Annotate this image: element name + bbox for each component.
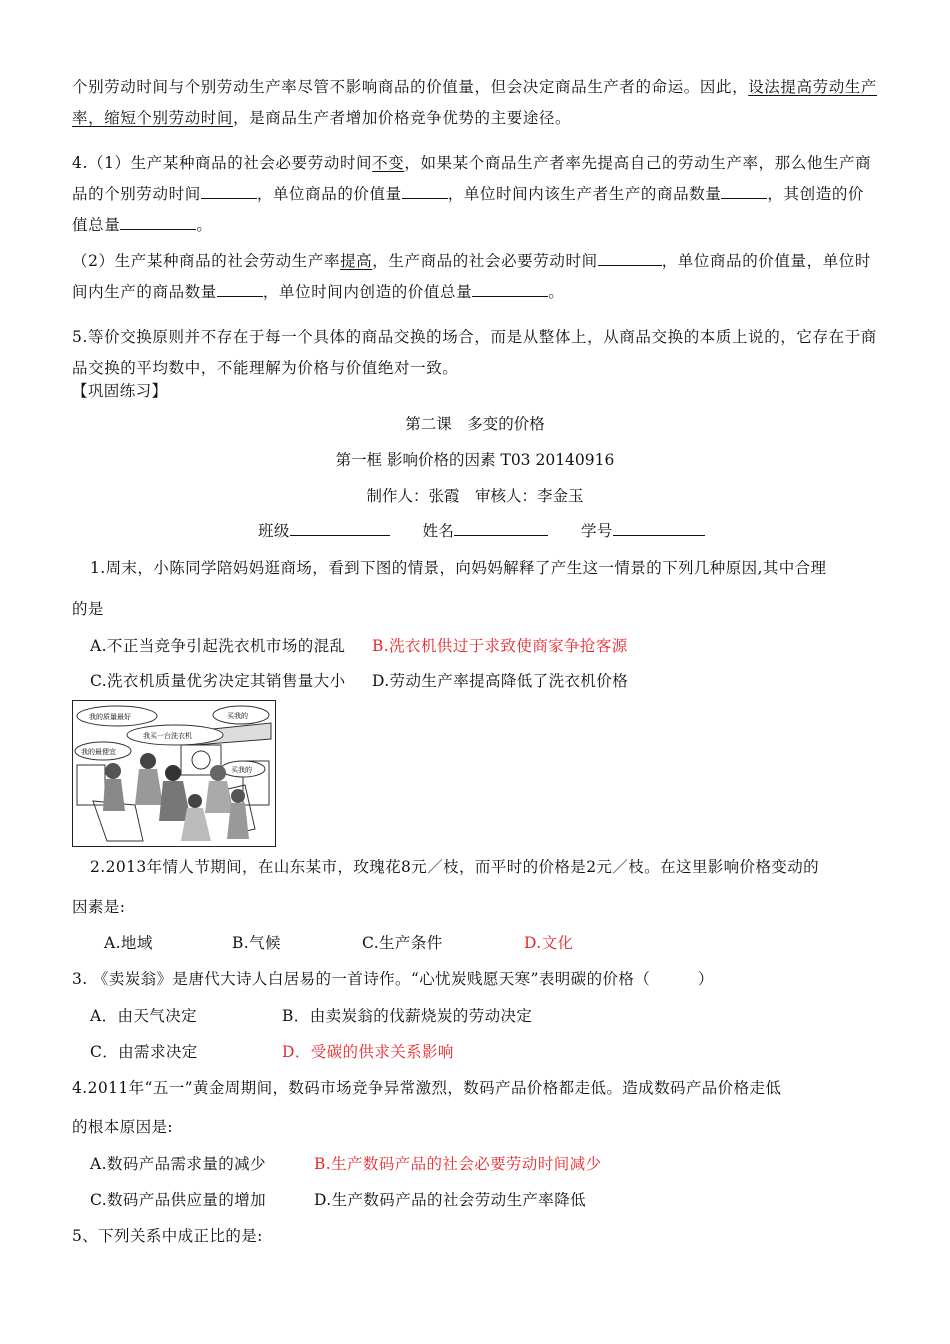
q5-stem: 5、下列关系中成正比的是: [72, 1227, 263, 1245]
q5-paragraph: 5.等价交换原则并不存在于每一个具体的商品交换的场合，而是从整体上，从商品交换的本质上说的，它存在于商品交换的平均数中，不能理解为价格与价值绝对一致。 [72, 328, 877, 377]
q1-stem-line1: 1.周末，小陈同学陪妈妈逛商场，看到下图的情景，向妈妈解释了产生这一情景的下列几种原因,其中合理 [90, 559, 827, 577]
blank-field[interactable] [120, 213, 196, 230]
q3-option-a[interactable]: A．由天气决定 [90, 1007, 197, 1025]
blank-field[interactable] [201, 182, 257, 199]
cartoon-drawing [73, 701, 275, 846]
washing-machine-cartoon [72, 700, 276, 847]
practice-heading: 【巩固练习】 [72, 382, 168, 400]
q4-1-text-b: ，如果某个商品生产者率先提高自己的劳动生产率，那么他生产商品的个别劳动时间 [72, 154, 872, 203]
q4-option-c[interactable]: C.数码产品供应量的增加 [90, 1191, 267, 1209]
q1-option-b-answer[interactable]: B.洗衣机供过于求致使商家争抢客源 [372, 637, 628, 655]
q1-option-c[interactable]: C.洗衣机质量优劣决定其销售量大小 [90, 672, 346, 690]
q3-option-b[interactable]: B．由卖炭翁的伐薪烧炭的劳动决定 [282, 1007, 533, 1025]
q2-option-d-answer[interactable]: D.文化 [524, 934, 574, 952]
section-title: 第一框 影响价格的因素 T03 20140916 [335, 451, 615, 469]
bubble-text: 我的质量最好 [89, 713, 131, 721]
lesson-title: 第二课 多变的价格 [405, 415, 545, 433]
q3-option-c[interactable]: C．由需求决定 [90, 1043, 198, 1061]
q4-stem-line1: 4.2011年“五一”黄金周期间，数码市场竞争异常激烈，数码产品价格都走低。造成数码产品价格走低 [72, 1079, 782, 1097]
q4-option-a[interactable]: A.数码产品需求量的减少 [90, 1155, 266, 1173]
q2-stem-line1: 2.2013年情人节期间，在山东某市，玫瑰花8元／枝，而平时的价格是2元／枝。在这里影响价格变动的 [90, 858, 820, 876]
authors-line: 制作人：张霞 审核人：李金玉 [366, 487, 584, 505]
intro-underlined: 设法提高劳动生产率，缩短个别劳动时间 [72, 78, 878, 127]
bubble-text: 买我的 [227, 712, 248, 720]
intro-paragraph [72, 72, 878, 134]
blank-field[interactable] [472, 280, 548, 297]
blank-field[interactable] [217, 280, 263, 297]
q4-2-text-d: ，单位时间内创造的价值总量 [262, 283, 473, 301]
student-info-form [258, 519, 705, 541]
q4-2-text-c: ，单位商品的价值量，单位时间内生产的商品数量 [72, 252, 871, 301]
q4-2-text-e: 。 [548, 283, 565, 301]
q3-option-d-answer[interactable]: D．受碳的供求关系影响 [282, 1043, 454, 1061]
name-field[interactable] [454, 519, 548, 536]
q4-part1 [72, 148, 878, 241]
q2-stem-line2: 因素是: [72, 898, 126, 916]
bubble-text: 我的最便宜 [81, 748, 116, 756]
id-label: 学号 [580, 522, 613, 540]
q4-1-text-f: 。 [196, 216, 213, 234]
q4-stem-line2: 的根本原因是: [72, 1118, 174, 1136]
class-field[interactable] [290, 519, 390, 536]
blank-field[interactable] [402, 182, 448, 199]
name-label: 姓名 [422, 522, 455, 540]
q4-2-underlined: 提高 [340, 252, 373, 270]
id-field[interactable] [613, 519, 705, 536]
bubble-text: 我买一台洗衣机 [143, 732, 192, 740]
q4-1-text-a: 4.（1）生产某种商品的社会必要劳动时间 [72, 154, 373, 172]
q2-option-c[interactable]: C.生产条件 [362, 934, 443, 952]
q4-2-text-a: （2）生产某种商品的社会劳动生产率 [72, 252, 341, 270]
blank-field[interactable] [598, 249, 662, 266]
q4-option-d[interactable]: D.生产数码产品的社会劳动生产率降低 [314, 1191, 587, 1209]
q4-option-b-answer[interactable]: B.生产数码产品的社会必要劳动时间减少 [314, 1155, 602, 1173]
q1-stem-line2: 的是 [72, 600, 104, 618]
q4-part2 [72, 246, 878, 308]
q1-option-d[interactable]: D.劳动生产率提高降低了洗衣机价格 [372, 672, 629, 690]
q4-1-text-e: ，其创造的价值总量 [72, 185, 865, 234]
q4-1-text-d: ，单位时间内该生产者生产的商品数量 [447, 185, 722, 203]
q1-option-a[interactable]: A.不正当竞争引起洗衣机市场的混乱 [90, 637, 346, 655]
q2-option-a[interactable]: A.地域 [104, 934, 153, 952]
intro-text-2: ，是商品生产者增加价格竞争优势的主要途径。 [233, 109, 572, 127]
bubble-text: 买我的 [231, 766, 252, 774]
class-label: 班级 [258, 522, 290, 540]
q4-2-text-b: ，生产商品的社会必要劳动时间 [372, 252, 598, 270]
q2-option-b[interactable]: B.气候 [232, 934, 281, 952]
intro-text-1: 个别劳动时间与个别劳动生产率尽管不影响商品的价值量，但会决定商品生产者的命运。因此， [72, 78, 749, 96]
q4-1-underlined: 不变 [372, 154, 405, 172]
blank-field[interactable] [721, 182, 767, 199]
q3-stem: 3. 《卖炭翁》是唐代大诗人白居易的一首诗作。“心忧炭贱愿天寒”表明碳的价格（ ） [72, 970, 714, 988]
q4-1-text-c: ，单位商品的价值量 [256, 185, 402, 203]
